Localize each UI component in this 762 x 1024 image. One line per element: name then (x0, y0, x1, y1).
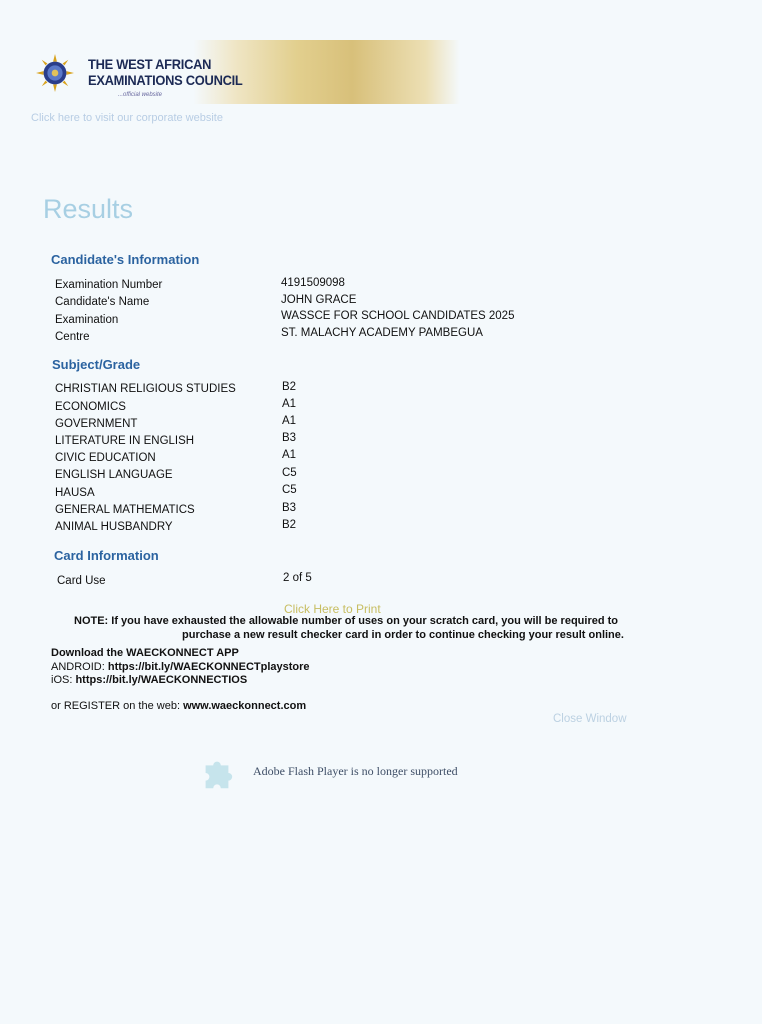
centre-label: Centre (55, 331, 90, 343)
app-download-info (51, 647, 310, 688)
card-use-value: 2 of 5 (283, 572, 312, 584)
examination-value: WASSCE FOR SCHOOL CANDIDATES 2025 (281, 310, 515, 322)
subject-name: GOVERNMENT (55, 418, 138, 430)
subject-grade: A1 (282, 449, 297, 461)
org-name-line2: EXAMINATIONS COUNCIL (88, 72, 243, 88)
subject-grade: B3 (282, 502, 297, 514)
candidate-info-heading: Candidate's Information (51, 252, 200, 267)
org-name (88, 56, 243, 88)
card-info-heading: Card Information (54, 548, 159, 563)
puzzle-plugin-icon (198, 754, 236, 792)
subject-grade: C5 (282, 467, 297, 479)
exam-number-label: Examination Number (55, 279, 163, 291)
card-use-label: Card Use (57, 575, 106, 587)
scratch-card-note (74, 614, 654, 642)
corporate-website-link[interactable]: Click here to visit our corporate website (31, 112, 223, 124)
subject-name: GENERAL MATHEMATICS (55, 504, 195, 516)
register-info (51, 700, 306, 712)
register-url: www.waeckonnect.com (183, 700, 307, 712)
subject-grade: A1 (282, 398, 297, 410)
subject-grade: B2 (282, 519, 297, 531)
close-window-link[interactable]: Close Window (553, 713, 627, 725)
subject-name: ENGLISH LANGUAGE (55, 469, 173, 481)
waec-header-banner (30, 40, 460, 104)
android-label: ANDROID: (51, 660, 108, 673)
subject-name: ECONOMICS (55, 401, 126, 413)
print-link[interactable]: Click Here to Print (284, 602, 381, 616)
subject-name: ANIMAL HUSBANDRY (55, 521, 173, 533)
subject-grade: A1 (282, 415, 297, 427)
subject-grade-heading: Subject/Grade (52, 357, 141, 372)
app-download-heading: Download the WAECKONNECT APP (51, 647, 239, 659)
waec-emblem-icon (36, 54, 74, 92)
examination-label: Examination (55, 314, 119, 326)
centre-value: ST. MALACHY ACADEMY PAMBEGUA (281, 327, 483, 339)
subject-grade: C5 (282, 484, 297, 496)
subject-grade: B3 (282, 432, 297, 444)
ios-label: iOS: (51, 674, 76, 686)
subject-grade: B2 (282, 381, 297, 393)
note-line2: purchase a new result checker card in order to continue checking your result online. (182, 629, 624, 641)
subject-name: HAUSA (55, 487, 95, 499)
page-title: Results (43, 194, 134, 224)
candidate-name-value: JOHN GRACE (281, 294, 357, 306)
org-tagline: ...official website (118, 92, 163, 98)
ios-url: https://bit.ly/WAECKONNECTIOS (75, 674, 248, 686)
subject-name: CIVIC EDUCATION (55, 452, 156, 464)
candidate-name-label: Candidate's Name (55, 296, 150, 308)
subject-name: LITERATURE IN ENGLISH (55, 435, 195, 447)
android-url: https://bit.ly/WAECKONNECTplaystore (107, 660, 310, 673)
subject-name: CHRISTIAN RELIGIOUS STUDIES (55, 383, 236, 395)
exam-number-value: 4191509098 (281, 277, 345, 289)
register-text: or REGISTER on the web: (51, 700, 184, 712)
flash-unsupported-message: Adobe Flash Player is no longer supported (253, 764, 458, 778)
note-line1: NOTE: If you have exhausted the allowable number of uses on your scratch card, you will be required to (74, 615, 619, 627)
org-name-line1: THE WEST AFRICAN (88, 56, 212, 72)
